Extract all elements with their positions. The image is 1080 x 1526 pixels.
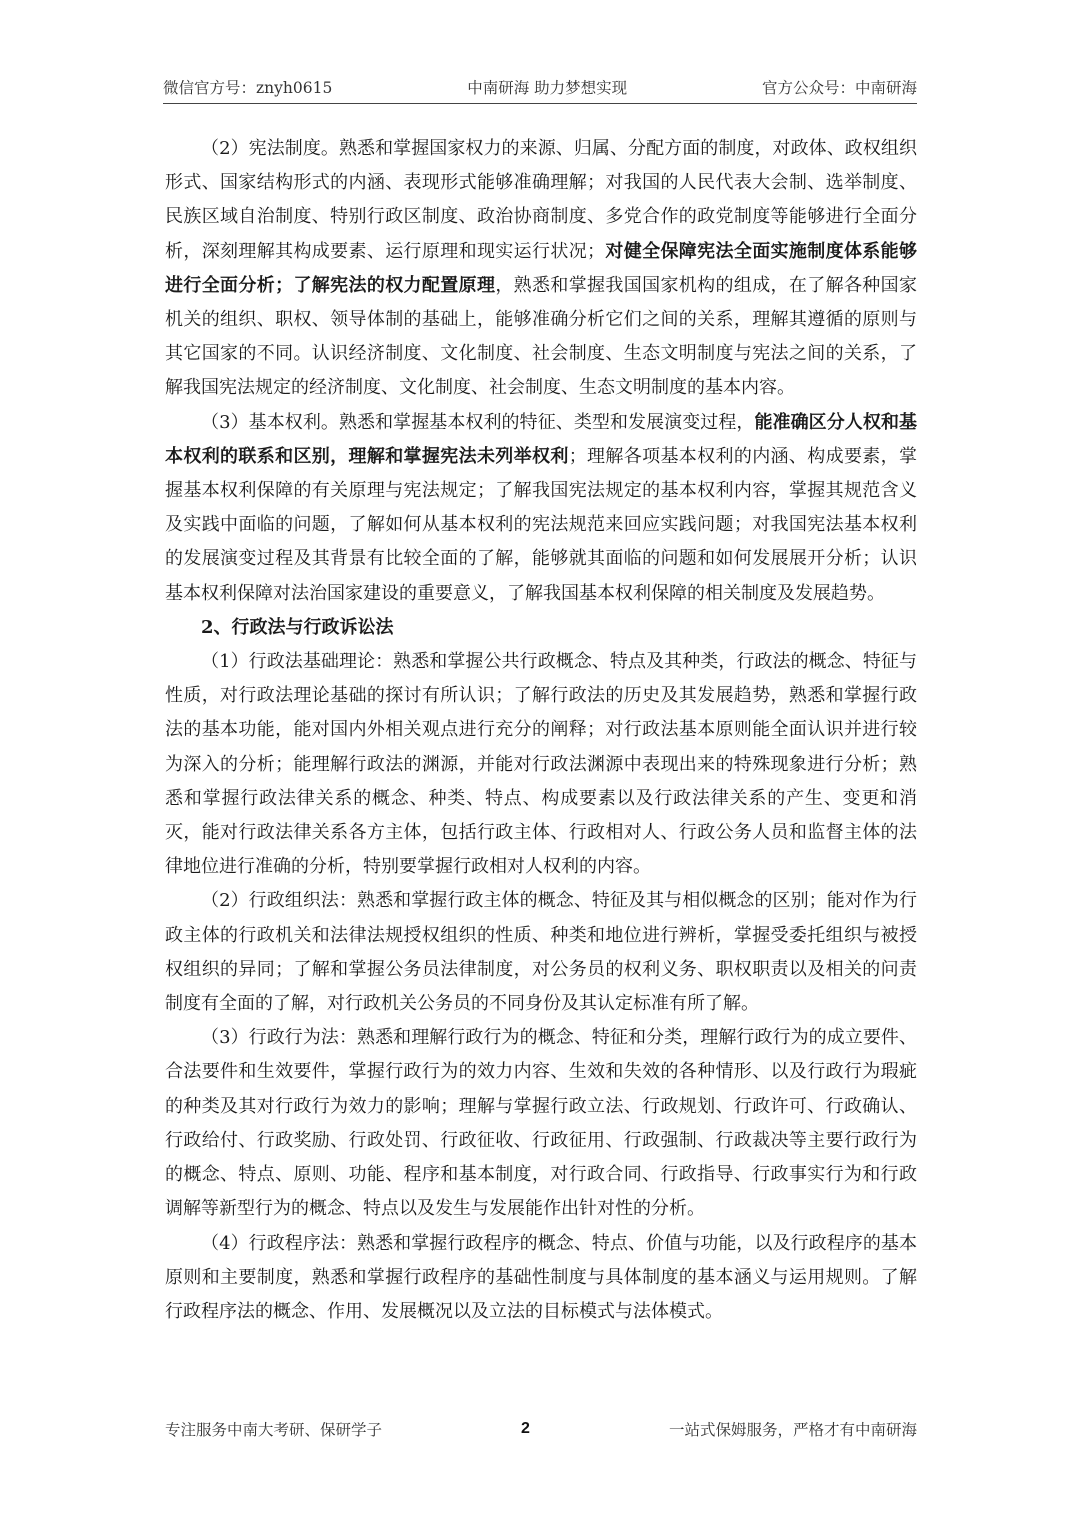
paragraph-constitutional-system bbox=[165, 132, 917, 406]
page-number: 2 bbox=[521, 1420, 530, 1437]
paragraph-text: （3）基本权利。熟悉和掌握基本权利的特征、类型和发展演变过程， bbox=[201, 411, 755, 433]
paragraph-admin-law-theory: （1）行政法基础理论：熟悉和掌握公共行政概念、特点及其种类，行政法的概念、特征与性质，对行政法理论基础的探讨有所认识；了解行政法的历史及其发展趋势，熟悉和掌握行政法的基本功能，能对国内外相关观点进行充分的阐释；对行政法基本原则能全面认识并进行较为深入的分析；能理解行政法的渊源，并能对行政法渊源中表现出来的特殊现象进行分析；熟悉和掌握行政法律关系的概念、种类、特点、构成要素以及行政法律关系的产生、变更和消灭，能对行政法律关系各方主体，包括行政主体、行政相对人、行政公务人员和监督主体的法律地位进行准确的分析，特别要掌握行政相对人权利的内容。 bbox=[165, 651, 917, 878]
section-heading: 2、行政法与行政诉讼法 bbox=[201, 616, 394, 638]
header-wechat-id: 微信官方号：znyh0615 bbox=[163, 79, 333, 97]
paragraph-text: ，熟悉和掌握我国国家机构的组成，在了解各种国家机关的组织、职权、领导体制的基础上，能够准确分析它们之间的关系，理解其遵循的原则与其它国家的不同。认识经济制度、文化制度、社会制度、生态文明制度与宪法之间的关系，了解我国宪法规定的经济制度、文化制度、社会制度、生态文明制度的基本内容。 bbox=[165, 274, 918, 399]
paragraph-basic-rights bbox=[165, 406, 917, 611]
footer-left-text: 专注服务中南大考研、保研学子 bbox=[165, 1421, 383, 1439]
bold-emphasis: 对健全保障宪法全面实施制度体系能够进行全面分析；了解宪法的权力配置原理 bbox=[165, 240, 918, 296]
bold-emphasis: 能准确区分人权和基本权利的联系和区别，理解和掌握宪法未列举权利 bbox=[165, 411, 918, 467]
header-slogan: 中南研海 助力梦想实现 bbox=[467, 79, 628, 97]
page-body bbox=[165, 132, 917, 1329]
paragraph-admin-organization-law: （2）行政组织法：熟悉和掌握行政主体的概念、特征及其与相似概念的区别；能对作为行政主体的行政机关和法律法规授权组织的性质、种类和地位进行辨析，掌握受委托组织与被授权组织的异同；了解和掌握公务员法律制度，对公务员的权利义务、职权职责以及相关的问责制度有全面的了解，对行政机关公务员的不同身份及其认定标准有所了解。 bbox=[165, 890, 917, 1015]
header-official-account: 官方公众号：中南研海 bbox=[761, 79, 917, 97]
page-header bbox=[163, 76, 917, 104]
paragraph-admin-act-law: （3）行政行为法：熟悉和理解行政行为的概念、特征和分类，理解行政行为的成立要件、合法要件和生效要件，掌握行政行为的效力内容、生效和失效的各种情形、以及行政行为瑕疵的种类及其对行政行为效力的影响；理解与掌握行政立法、行政规划、行政许可、行政确认、行政给付、行政奖励、行政处罚、行政征收、行政征用、行政强制、行政裁决等主要行政行为的概念、特点、原则、功能、程序和基本制度，对行政合同、行政指导、行政事实行为和行政调解等新型行为的概念、特点以及发生与发展能作出针对性的分析。 bbox=[165, 1027, 917, 1220]
paragraph-text: （2）宪法制度。熟悉和掌握国家权力的来源、归属、分配方面的制度，对政体、政权组织形式、国家结构形式的内涵、表现形式能够准确理解；对我国的人民代表大会制、选举制度、民族区域自治制度、特别行政区制度、政治协商制度、多党合作的政党制度等能够进行全面分析，深刻理解其构成要素、运行原理和现实运行状况； bbox=[165, 138, 917, 262]
page-footer bbox=[165, 1418, 917, 1440]
paragraph-admin-procedure-law: （4）行政程序法：熟悉和掌握行政程序的概念、特点、价值与功能，以及行政程序的基本原则和主要制度，熟悉和掌握行政程序的基础性制度与具体制度的基本涵义与运用规则。了解行政程序法的概念、作用、发展概况以及立法的目标模式与法体模式。 bbox=[165, 1232, 917, 1322]
paragraph-text: ；理解各项基本权利的内涵、构成要素，掌握基本权利保障的有关原理与宪法规定；了解我国宪法规定的基本权利内容，掌握其规范含义及实践中面临的问题，了解如何从基本权利的宪法规范来回应实践问题；对我国宪法基本权利的发展演变过程及其背景有比较全面的了解，能够就其面临的问题和如何发展展开分析；认识基本权利保障对法治国家建设的重要意义，了解我国基本权利保障的相关制度及发展趋势。 bbox=[165, 445, 918, 604]
footer-right-text: 一站式保姆服务，严格才有中南研海 bbox=[668, 1421, 917, 1439]
